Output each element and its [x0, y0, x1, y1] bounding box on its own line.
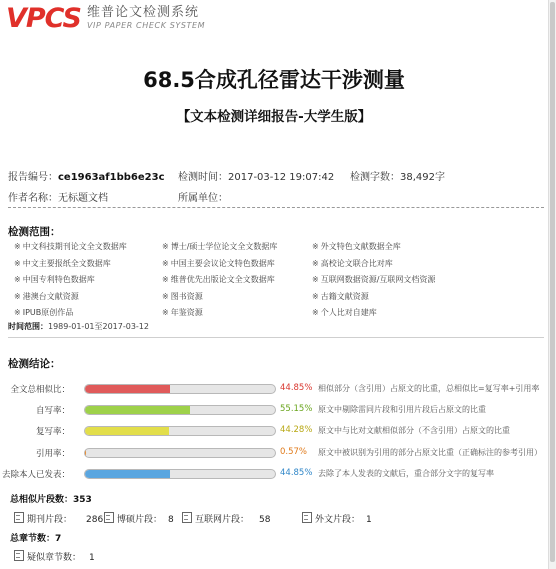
result-row [0, 382, 548, 396]
suspect-chapters: 疑似章节数： 1 [14, 550, 95, 563]
scope-item: ※ 港澳台文献资源 [14, 291, 79, 301]
author-name: 作者名称：无标题文档 [8, 193, 108, 204]
scope-item: ※ 年鉴资源 [162, 308, 203, 317]
result-description: 原文中剔除雷同片段和引用片段后占原文的比重 [318, 405, 486, 415]
scope-item: ※ 互联网数据资源/互联网文档资源 [312, 275, 436, 284]
scope-item: ※ 个人比对自建库 [312, 308, 377, 317]
result-percentage: 55.15% [280, 404, 313, 415]
scope-item: ※ 图书资源 [162, 291, 203, 301]
report-number: 报告编号：ce1963af1bb6e23c [8, 172, 165, 183]
check-word-count: 检测字数：38,492字 [350, 172, 445, 183]
result-row [0, 467, 548, 481]
results-title: 检测结论： [8, 358, 61, 370]
result-description: 相似部分（含引用）占原文的比重，总相似比=复写率+引用率 [318, 384, 540, 393]
logo-mark: VPCS [6, 3, 81, 34]
result-progress-fill [85, 427, 169, 435]
scrollbar-thumb[interactable] [550, 2, 555, 562]
bullet-icon: ※ [14, 291, 21, 301]
bullet-icon: ※ [162, 275, 169, 284]
vertical-scrollbar[interactable] [548, 0, 556, 569]
result-row [0, 424, 548, 438]
divider [8, 207, 544, 208]
bullet-icon: ※ [312, 275, 319, 284]
result-label: 去除本人已发表： [1, 469, 70, 480]
document-icon [302, 512, 312, 523]
result-percentage: 44.28% [280, 425, 313, 436]
document-icon [14, 550, 24, 561]
result-label: 引用率： [35, 448, 70, 459]
scope-item: ※ 中文科技期刊论文全文数据库 [14, 242, 127, 251]
bullet-icon: ※ [312, 308, 319, 317]
foreign-fragments: 外文片段： 1 [302, 512, 372, 525]
result-label: 复写率： [35, 427, 70, 438]
scope-item: ※ 中国主要会议论文特色数据库 [162, 258, 275, 268]
result-progress-fill [85, 385, 170, 393]
result-label: 自写率： [35, 406, 70, 417]
scope-item: ※ IPUB原创作品 [14, 308, 74, 317]
scope-item: ※ 高校论文联合比对库 [312, 258, 393, 268]
result-row [0, 403, 548, 417]
scope-item: ※ 古籍文献资源 [312, 291, 369, 301]
result-progress-fill [85, 449, 86, 457]
result-row [0, 446, 548, 460]
check-time: 检测时间：2017-03-12 19:07:42 [178, 172, 335, 183]
scope-item: ※ 中文主要报纸全文数据库 [14, 258, 111, 268]
bullet-icon: ※ [14, 275, 21, 284]
scope-item: ※ 外文特色文献数据全库 [312, 242, 401, 251]
bullet-icon: ※ [312, 242, 319, 251]
document-icon [14, 512, 24, 523]
scope-item: ※ 中国专利特色数据库 [14, 275, 95, 284]
document-icon [182, 512, 192, 523]
report-title: 68.5合成孔径雷达干涉测量 [143, 68, 405, 92]
bullet-icon: ※ [162, 258, 169, 268]
result-progress-bar [84, 469, 276, 479]
result-percentage: 44.85% [280, 467, 313, 478]
bullet-icon: ※ [14, 258, 21, 268]
report-subtitle: 【文本检测详细报告-大学生版】 [176, 109, 372, 125]
result-progress-bar [84, 405, 276, 415]
result-percentage: 44.85% [280, 383, 313, 393]
bullet-icon: ※ [14, 308, 21, 317]
bullet-icon: ※ [162, 308, 169, 317]
result-progress-fill [85, 406, 190, 414]
bullet-icon: ※ [14, 242, 21, 251]
scope-item: ※ 博士/硕士学位论文全文数据库 [162, 242, 278, 251]
time-range: 时间范围：1989-01-01至2017-03-12 [8, 322, 149, 331]
total-similar-fragments: 总相似片段数：353 [10, 495, 92, 505]
result-progress-bar [84, 426, 276, 436]
bullet-icon: ※ [312, 291, 319, 301]
thesis-fragments: 博硕片段： 8 [104, 512, 174, 525]
result-label: 全文总相似比： [10, 385, 70, 395]
result-percentage: 0.57% [280, 446, 308, 457]
scope-item: ※ 维普优先出版论文全文数据库 [162, 275, 275, 284]
bullet-icon: ※ [162, 242, 169, 251]
vpcs-logo [6, 4, 205, 34]
result-progress-bar [84, 384, 276, 394]
logo-chinese-name: 维普论文检测系统 [86, 5, 199, 20]
internet-fragments: 互联网片段： 58 [182, 512, 270, 525]
result-description: 原文中被识别为引用的部分占原文比重（正确标注的参考引用） [318, 447, 542, 457]
result-progress-fill [85, 470, 170, 478]
bullet-icon: ※ [162, 291, 169, 301]
bullet-icon: ※ [312, 258, 319, 268]
total-chapters: 总章节数：7 [10, 534, 62, 544]
affiliation: 所属单位： [178, 193, 228, 204]
document-icon [104, 512, 114, 523]
scope-title: 检测范围： [8, 226, 61, 238]
divider [8, 337, 544, 338]
logo-english-name: VIP PAPER CHECK SYSTEM [86, 21, 206, 30]
result-description: 去除了本人发表的文献后，重合部分文字的复写率 [318, 468, 494, 478]
result-description: 原文中与比对文献相似部分（不含引用）占原文的比重 [318, 426, 510, 436]
result-progress-bar [84, 448, 276, 458]
journal-fragments: 期刊片段： 286 [14, 512, 103, 525]
